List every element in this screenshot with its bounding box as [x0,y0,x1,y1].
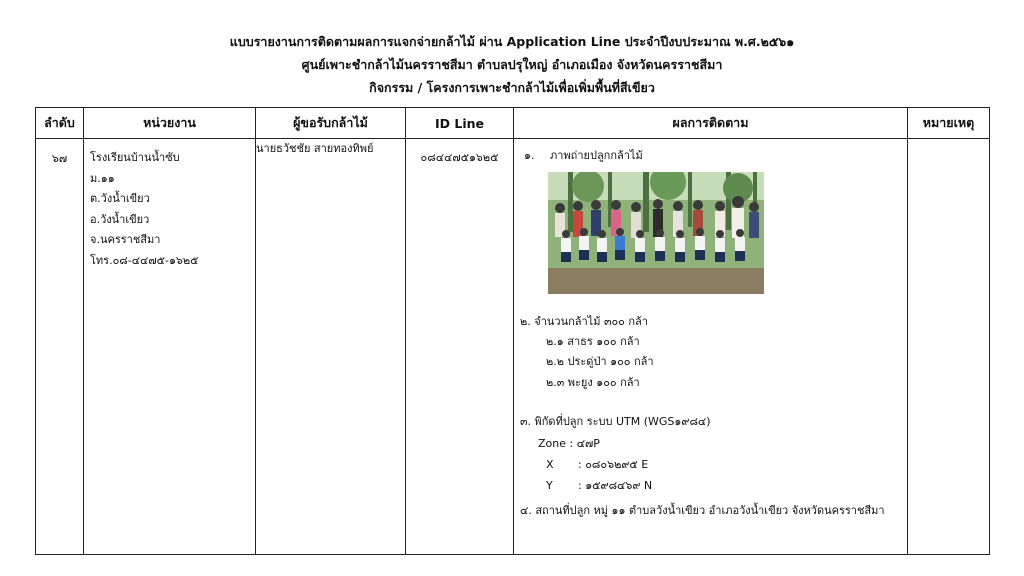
row-number: ๖๗ [36,139,84,555]
group-photo-illustration [548,172,764,294]
table-header-row [36,108,990,139]
col-header-agency: หน่วยงาน [84,108,256,139]
agency-amphoe: อ.วังน้ำเขียว [90,212,150,226]
result-zone: Zone : ๔๗P [538,437,600,450]
agency-name: โรงเรียนบ้านน้ำซับ [90,151,180,164]
remark-cell [908,139,990,555]
agency-tambon: ต.วังน้ำเขียว [90,192,150,205]
tree-planting-photo [548,172,764,294]
id-line-cell: ๐๘๔๔๗๕๑๖๒๕ [406,139,514,555]
result-x-label: X [546,458,554,471]
report-table [35,107,990,555]
result-item1-text: ภาพถ่ายปลูกกล้าไม้ [550,149,643,162]
result-cell [514,139,908,555]
result-item4-location: ๔. สถานที่ปลูก หมู่ ๑๑ ตำบลวังน้ำเขียว อำเภอวังน้ำเขียว จังหวัดนครราชสีมา [520,504,885,517]
report-subtitle-activity: กิจกรรม / โครงการเพาะชำกล้าไม้เพื่อเพิ่มพื้นที่สีเขียว [369,80,655,95]
col-header-recipient: ผู้ขอรับกล้าไม้ [256,108,406,139]
agency-phone: โทร.๐๘-๔๔๗๕-๑๖๒๕ [90,253,199,267]
col-header-result: ผลการติดตาม [514,108,908,139]
agency-province: จ.นครราชสีมา [90,233,161,246]
result-y-value: : ๑๕๙๘๔๖๙ N [578,479,653,492]
col-header-no: ลำดับ [36,108,84,139]
agency-moo: ม.๑๑ [90,171,115,185]
result-x-value: : ๐๘๐๖๒๙๕ E [578,458,649,471]
result-item2-total: ๒. จำนวนกล้าไม้ ๓๐๐ กล้า [520,315,648,328]
report-title: แบบรายงานการติดตามผลการแจกจ่ายกล้าไม้ ผ่าน Application Line ประจำปีงบประมาณ พ.ศ.๒๕๖๑ [229,34,795,49]
result-item2-1: ๒.๑ สาธร ๑๐๐ กล้า [546,335,640,348]
col-header-id-line: ID Line [406,108,514,139]
result-item2-3: ๒.๓ พะยูง ๑๐๐ กล้า [546,376,640,389]
result-item1-number: ๑. [524,149,535,162]
result-item2-2: ๒.๒ ประดู่ป่า ๑๐๐ กล้า [546,355,654,368]
col-header-remark: หมายเหตุ [908,108,990,139]
result-y-label: Y [546,479,553,492]
result-item3-utm: ๓. พิกัดที่ปลูก ระบบ UTM (WGS๑๙๘๔) [520,415,711,428]
report-subtitle-center: ศูนย์เพาะชำกล้าไม้นครราชสีมา ตำบลปรุใหญ่ อำเภอเมือง จังหวัดนครราชสีมา [301,57,723,72]
table-row [36,139,990,555]
agency-cell [84,139,256,555]
recipient-cell: นายธวัชชัย สายทองทิพย์ [256,139,406,555]
